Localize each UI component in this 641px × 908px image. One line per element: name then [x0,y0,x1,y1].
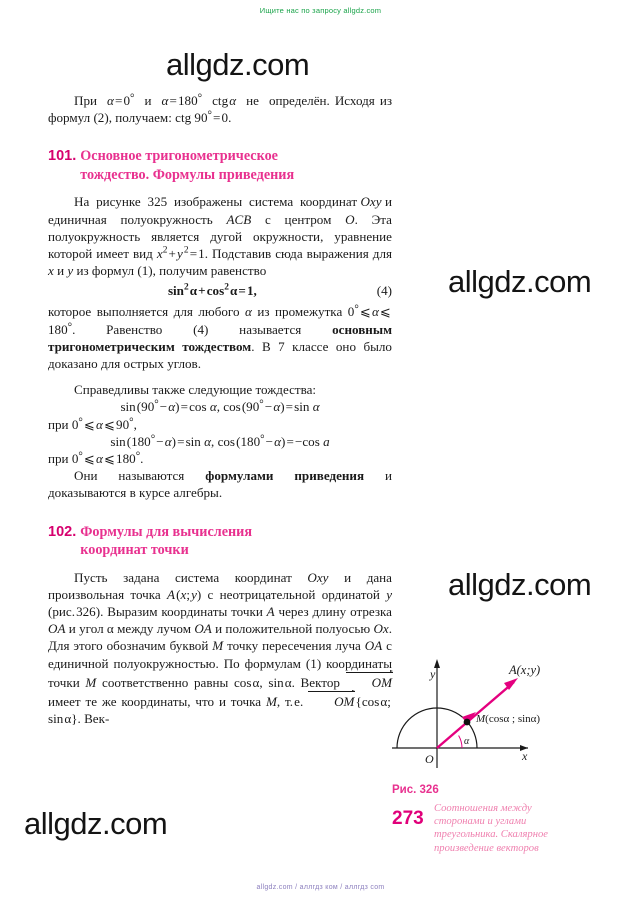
section-heading-102 [48,523,392,560]
paragraph-101-4: Они называются формулами приведения и доказываются в курсе алгебры. [48,468,393,501]
watermark-top-green: Ищите нас по запросу allgdz.com [259,6,382,15]
angle-label: α [464,736,470,747]
watermark-logo-bottom: allgdz.com [24,806,168,841]
point-a-label: A(x;y) [509,663,541,677]
formula-4-tag: (4) [376,283,392,299]
section-heading-101 [48,147,392,184]
figure-caption: Рис. 326 [392,784,439,796]
y-axis-label: y [430,667,436,681]
section-title-101 [80,147,294,184]
watermark-logo-lower: allgdz.com [448,567,592,602]
figure-326 [392,650,602,768]
section-title-101-line2: тождество. Формулы приведения [80,166,295,183]
identity-2: sin (180° − α) = sin α, cos (180° − α) = −cos a [110,433,330,449]
text-column [48,92,392,727]
section-title-102-line1: Формулы для вычисления [80,523,253,540]
formula-4-row [48,283,392,299]
angle-arc [459,736,462,749]
paragraph-101-3: Справедливы также следующие тождества: [74,382,317,398]
paragraph-101-2: которое выполняется для любого α из промежутка 0° ⩽ α ⩽ 180°. Равенство (4) называется основным тригонометрическим тождеством. В 7 классе оно было доказано для острых углов. [48,304,392,372]
section-number-101: 101. [48,148,77,165]
section-title-102 [80,523,252,560]
running-head-line-1: Соотношения между [434,803,532,814]
watermark-logo-middle: allgdz.com [448,264,592,299]
page-number: 273 [392,808,424,829]
intro-line-2: Исходя из формул (2), получаем: ctg 90° = 0. [48,93,392,126]
identity-1: sin (90° − α) = cos α, cos (90° − α) = sin α [120,399,320,415]
running-head-line-2: сторонами и углами [434,816,527,828]
running-head-line-3: треугольника. Скалярное [434,829,548,841]
formula-4-body: $\sin^2$ α + $\cos^2$ α = 1, [167,283,257,299]
section-title-102-line2: координат точки [80,542,189,559]
running-head [434,802,634,855]
figure-326-svg [392,650,602,768]
paragraph-102-1: Пусть задана система координат Oxy и дана произвольная точка A (x; y) с неотрицательной ординатой y (рис. 326). Выразим координаты точки A через длину отрезка OA и угол α между лучом OA и положительной полуосью Ox. Для этого обозначим буквой M точку пересечения луча OA с единичной полуокружностью. По формулам (1) координаты точки M соответственно равны cos α, sin α. Вектор OM имеет те же координаты, что и точка M, т. е. OM {cos α; sin α}. Век- [48,569,392,727]
intro-paragraph [48,92,392,126]
section-title-101-line1: Основное тригонометрическое [80,148,278,165]
watermark-footer: allgdz.com / аллгдз ком / аллгдз com [256,884,385,891]
watermark-logo-top: allgdz.com [166,47,310,82]
origin-label: O [425,752,434,766]
paragraph-101-1: На рисунке 325 изображены система координат Oxy и единичная полуокружность ACB с центром O. Эта полуокружность является дугой окружности, уравнение которой имеет вид $x^2$ + y $^2$ = 1. Подставив сюда выражения для x и y из формул (1), получим равенство [48,194,392,279]
point-m-dot [464,719,471,726]
intro-line-1: При α = 0° и α = 180° ctg α не определён. [74,92,330,108]
identity-1-condition: при 0° ⩽ α ⩽ 90°, [48,416,137,432]
x-axis-label: x [522,749,528,763]
running-head-line-4: произведение векторов [434,842,539,854]
identity-2-condition: при 0° ⩽ α ⩽ 180°. [48,450,144,467]
section-number-102: 102. [48,523,77,540]
point-m-label: M(cosα ; sinα) [476,713,541,725]
